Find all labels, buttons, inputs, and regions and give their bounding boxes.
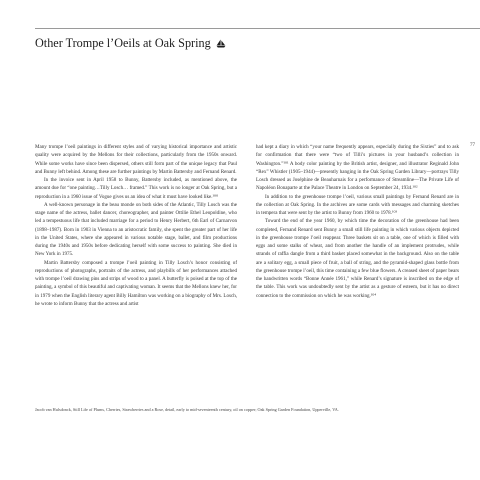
sailboat-icon bbox=[216, 37, 226, 52]
header-rule bbox=[35, 28, 480, 29]
body-paragraph: Toward the end of the year 1960, by which time the decoration of the greenhouse had been completed, Fernand Renard sent Bunny a small still life painting in which various objects depicted in the greenhouse trompe l’oeil reappear. Three baskets sit on a table, one of which is filled with eggs and some stalks of wheat, and from another the handle of an implement protrudes, while strands of raffia dangle from a third basket placed somewhat in the background. Also on the table are a solitary egg, a small piece of fruit, a ball of string, and the pyramid-shaped glass bottle from the greenhouse trompe l’oeil, this time containing a few blue flowers. A creased sheet of paper bears the handwritten words “Bonne Année 1961,” while Renard’s signature is inscribed on the edge of the table. This work was undoubtedly sent by the artist as a gesture of esteem, but it has no direct connection to the commission on which he was working.¹⁰⁴ bbox=[256, 218, 459, 299]
body-paragraph: In the invoice sent in April 1958 to Bunny, Battersby included, as mentioned above, the amount due for “one painting…Tilly Losch… framed.” This work is no longer at Oak Spring, but a reproduction in a 1960 issue of Vogue gives us an idea of what it must have looked like.¹⁰⁰ bbox=[35, 177, 237, 200]
body-paragraph: Martin Battersby composed a trompe l’oeil painting in Tilly Losch’s honor consisting of reproductions of photographs, portraits of the actress, and playbills of her performances attached with trompe l’oeil drawing pins and strips of wood to a panel. A butterfly is poised at the top of the painting, a symbol of this beautiful and captivating woman. It seems that the Mellons knew her, for in 1979 when the English literary agent Billy Hamilton was working on a biography of Mrs. Losch, he wrote to inform Bunny that the actress and artist bbox=[35, 259, 237, 307]
figure-caption: Jacob van Hulsdonck, Still Life of Plums, Cherries, Strawberries and a Rose, detail, early to mid-seventeenth century, oil on copper; Oak Spring Garden Foundation, Upperville, VA. bbox=[35, 407, 339, 412]
body-paragraph: In addition to the greenhouse trompe l’oeil, various small paintings by Fernand Renard are in the collection at Oak Spring. In the archives are some cards with messages and charming sketches in tempera that were sent by the artist to Bunny from 1960 to 1978.¹⁰³ bbox=[256, 193, 459, 216]
right-text-column bbox=[256, 143, 459, 300]
left-text-column bbox=[35, 143, 237, 308]
page-number: 77 bbox=[470, 143, 475, 148]
body-paragraph: A well-known personage in the beau monde on both sides of the Atlantic, Tilly Losch was the stage name of the actress, ballet dancer, choreographer, and painter Ottilie Ethel Leopoldine, who led a tempestuous life that included marriage for a period to Henry Herbert, 6th Earl of Carnarvon (1898–1987). Born in 1903 in Vienna to an aristocratic family, she spent the greater part of her life in the United States, where she appeared in various notable stage, ballet, and film productions during the 1940s and 1950s before dedicating herself with some success to painting. She died in New York in 1975. bbox=[35, 201, 237, 258]
body-paragraph: Many trompe l’oeil paintings in different styles and of varying historical importance and artistic quality were acquired by the Mellons for their collections, particularly from the 1950s onward. While some works have since been dispersed, others still form part of the unique legacy that Paul and Bunny left behind. Among these are further paintings by Martin Battersby and Fernand Renard. bbox=[35, 144, 237, 175]
page-title bbox=[35, 36, 226, 52]
page-title-text: Other Trompe l’Oeils at Oak Spring bbox=[35, 36, 211, 50]
body-paragraph: had kept a diary in which “your name frequently appears, especially during the Sixties” and to ask for confirmation that there were “two of Tilli’s pictures in your husband’s collection in Washington.”¹⁰¹ A body color painting by the British artist, designer, and illustrator Reginald John “Rex” Whistler (1905–1944)—presently hanging in the Oak Spring Garden Library—portrays Tilly Losch dressed as Joséphine de Beauharnais for a performance of Streamline—The Private Life of Napoléon Bonaparte at the Palace Theatre in London on September 24, 1934.¹⁰² bbox=[256, 144, 459, 192]
